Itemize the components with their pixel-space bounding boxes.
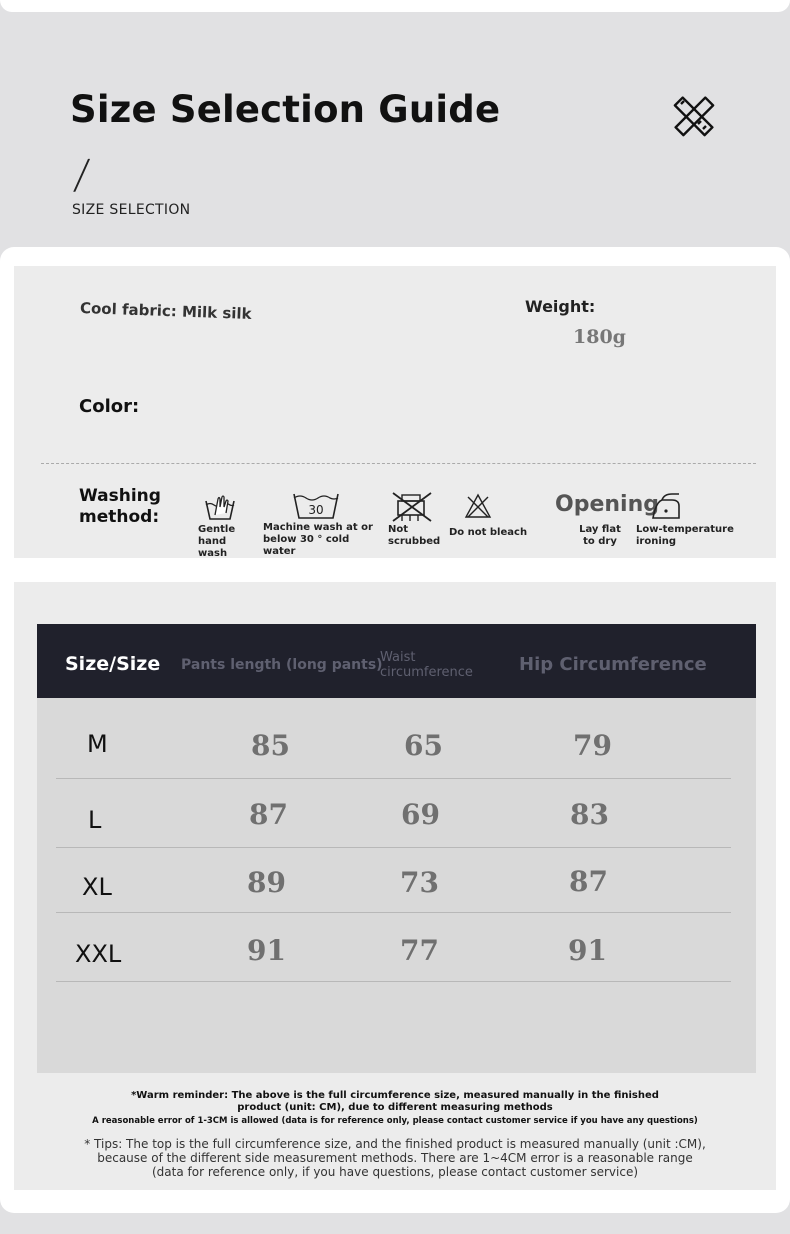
ruler-pencil-icon bbox=[668, 92, 720, 140]
pants-cell: 91 bbox=[247, 934, 286, 967]
no-bleach-text: Do not bleach bbox=[449, 527, 528, 538]
pants-cell: 87 bbox=[249, 798, 288, 831]
no-scrub-icon bbox=[390, 491, 434, 523]
dashed-divider bbox=[41, 463, 756, 464]
no-scrub-text: Not scrubbed bbox=[388, 524, 441, 547]
pants-cell: 89 bbox=[247, 866, 286, 899]
header-hip: Hip Circumference bbox=[519, 654, 707, 675]
machine-wash-text: Machine wash at or below 30 ° cold water bbox=[263, 522, 373, 557]
wash-30-label: 30 bbox=[308, 503, 324, 517]
color-label: Color: bbox=[79, 396, 140, 417]
title-slash: / bbox=[71, 152, 92, 198]
header-pants-length: Pants length (long pants) bbox=[181, 657, 383, 673]
wash-30-icon bbox=[292, 490, 340, 520]
tips-line1: * Tips: The top is the full circumference size, and the finished product is measured manually (unit :CM), bbox=[84, 1137, 706, 1151]
size-cell: M bbox=[87, 730, 108, 758]
opening-label: Opening bbox=[555, 492, 659, 517]
warm-reminder-line1: *Warm reminder: The above is the full circumference size, measured manually in the finished bbox=[131, 1090, 659, 1101]
waist-cell: 65 bbox=[404, 729, 443, 762]
row-divider bbox=[56, 981, 731, 982]
washing-label bbox=[79, 486, 161, 528]
size-cell: L bbox=[88, 806, 102, 834]
hip-cell: 87 bbox=[569, 865, 608, 898]
page-title: Size Selection Guide bbox=[70, 88, 501, 131]
page-subtitle: SIZE SELECTION bbox=[72, 202, 191, 218]
hand-wash-text: Gentle hand wash bbox=[198, 524, 236, 559]
fabric-text: Cool fabric: Milk silk bbox=[79, 299, 252, 323]
tips-note bbox=[0, 1137, 790, 1179]
row-divider bbox=[56, 778, 731, 779]
header-waist: Waist circumference bbox=[380, 650, 473, 680]
washing-label-line2: method: bbox=[79, 507, 160, 527]
warm-reminder-line2: product (unit: CM), due to different measuring methods bbox=[237, 1102, 553, 1113]
hip-cell: 79 bbox=[573, 729, 612, 762]
header-size: Size/Size bbox=[65, 653, 161, 675]
error-note: A reasonable error of 1-3CM is allowed (data is for reference only, please contact customer service if you have any questions) bbox=[92, 1116, 698, 1126]
pants-cell: 85 bbox=[251, 729, 290, 762]
size-cell: XL bbox=[82, 873, 112, 901]
weight-label: Weight: bbox=[525, 297, 596, 316]
waist-cell: 77 bbox=[400, 934, 439, 967]
row-divider bbox=[56, 847, 731, 848]
no-bleach-icon bbox=[464, 493, 492, 519]
hand-wash-icon bbox=[204, 493, 236, 521]
iron-icon bbox=[650, 492, 682, 522]
tips-line2: because of the different side measurement methods. There are 1~4CM error is a reasonable range bbox=[97, 1151, 693, 1165]
bottom-strip bbox=[0, 1213, 790, 1234]
hip-cell: 91 bbox=[568, 934, 607, 967]
size-cell: XXL bbox=[75, 940, 122, 968]
ironing-text: Low-temperature ironing bbox=[636, 524, 734, 547]
hip-cell: 83 bbox=[570, 798, 609, 831]
tips-line3: (data for reference only, if you have questions, please contact customer service) bbox=[151, 1165, 639, 1179]
waist-cell: 73 bbox=[400, 866, 439, 899]
washing-label-line1: Washing bbox=[79, 486, 161, 506]
waist-cell: 69 bbox=[401, 798, 440, 831]
weight-value: 180g bbox=[573, 326, 626, 348]
top-strip bbox=[0, 0, 790, 12]
warm-reminder bbox=[0, 1090, 790, 1114]
lay-flat-text: Lay flat to dry bbox=[579, 524, 621, 547]
row-divider bbox=[56, 912, 731, 913]
